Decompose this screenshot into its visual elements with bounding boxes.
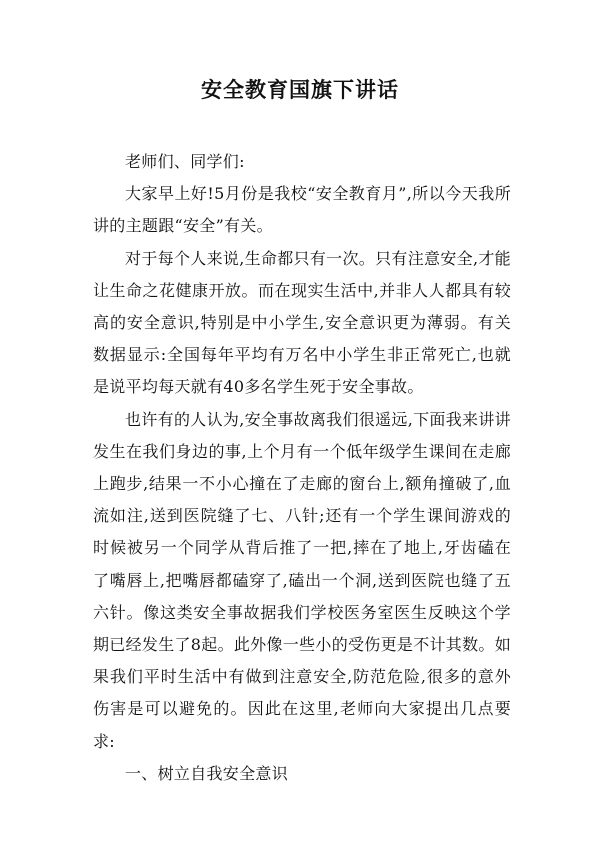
section-heading: 一、树立自我安全意识 — [125, 763, 289, 783]
paragraph-1: 大家早上好!5月份是我校“安全教育月”,所以今天我所讲的主题跟“安全”有关。 — [93, 184, 511, 236]
paragraph-3: 也许有的人认为,安全事故离我们很遥远,下面我来讲讲发生在我们身边的事,上个月有一个低年级学生课间在走廊上跑步,结果一不小心撞在了走廊的窗台上,额角撞破了,血流如注,送到医院缝了七、八针;还有一个学生课间游戏的时候被另一个同学从背后推了一把,摔在了地上,牙齿磕在了嘴唇上,把嘴唇都磕穿了,磕出一个洞,送到医院也缝了五六针。像这类安全事故据我们学校医务室医生反映这个学期已经发生了8起。此外像一些小的受伤更是不计其数。如果我们平时生活中有做到注意安全,防范危险,很多的意外伤害是可以避免的。因此在这里,老师向大家提出几点要求: — [93, 409, 511, 751]
paragraph-2: 对于每个人来说,生命都只有一次。只有注意安全,才能让生命之花健康开放。而在现实生活中,并非人人都具有较高的安全意识,特别是中小学生,安全意识更为薄弱。有关数据显示:全国每年平均有万名中小学生非正常死亡,也就是说平均每天就有40多名学生死于安全事故。 — [93, 248, 511, 397]
document-body — [93, 146, 511, 790]
greeting: 老师们、同学们: — [125, 152, 245, 171]
document-title: 安全教育国旗下讲话 — [201, 78, 399, 102]
